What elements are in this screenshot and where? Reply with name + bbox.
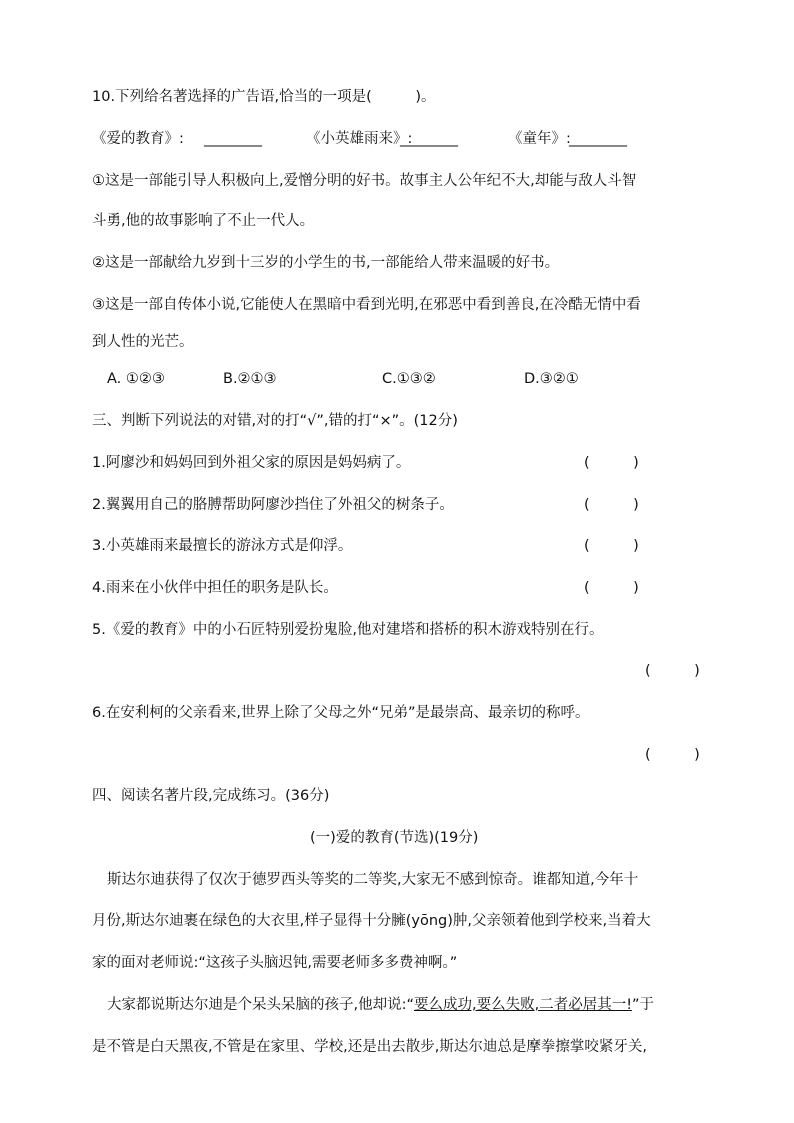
- judge-paren-5[interactable]: ( ): [645, 663, 700, 679]
- section-4-title: 四、阅读名著片段,完成练习。(36分): [92, 788, 330, 804]
- q10-statement-1-line-2: 斗勇,他的故事影响了不止一代人。: [92, 213, 315, 229]
- judge-item-4: 4.雨来在小伙伴中担任的职务是队长。: [92, 580, 338, 596]
- judge-item-6: 6.在安利柯的父亲看来,世界上除了父母之外“兄弟”是最崇高、最亲切的称呼。: [92, 705, 590, 721]
- passage-p1-line-1: 斯达尔迪获得了仅次于德罗西头等奖的二等奖,大家无不感到惊奇。谁都知道,今年十: [107, 872, 639, 888]
- answer-blank-3[interactable]: ________: [569, 131, 627, 147]
- passage-p1-line-2: 月份,斯达尔迪裹在绿色的大衣里,样子显得十分臃(yōng)肿,父亲领着他到学校来,当着大: [92, 913, 651, 929]
- judge-item-1: 1.阿廖沙和妈妈回到外祖父家的原因是妈妈病了。: [92, 455, 411, 471]
- underlined-quote: 要么成功,要么失败,二者必居其一!: [414, 997, 633, 1013]
- passage-p1-line-3: 家的面对老师说:“这孩子头脑迟钝,需要老师多多费神啊。”: [92, 955, 458, 971]
- judge-item-5: 5.《爱的教育》中的小石匠特别爱扮鬼脸,他对建塔和搭桥的积木游戏特别在行。: [92, 622, 604, 638]
- answer-blank-1[interactable]: ________: [204, 131, 262, 147]
- judge-paren-1[interactable]: ( ): [584, 455, 639, 471]
- passage-p2-text-b: ”于: [632, 997, 655, 1013]
- q10-statement-3-line-2: 到人性的光芒。: [92, 334, 194, 350]
- passage-p2-line-1: [107, 995, 654, 1015]
- option-a[interactable]: A. ①②③: [107, 371, 165, 387]
- judge-item-3: 3.小英雄雨来最擅长的游泳方式是仰浮。: [92, 538, 353, 554]
- book-label-love-education: 《爱的教育》:: [92, 131, 184, 147]
- judge-paren-3[interactable]: ( ): [584, 538, 639, 554]
- judge-paren-2[interactable]: ( ): [584, 497, 639, 513]
- judge-paren-6[interactable]: ( ): [645, 747, 700, 763]
- q10-statement-3-line-1: ③这是一部自传体小说,它能使人在黑暗中看到光明,在邪恶中看到善良,在冷酷无情中看: [92, 297, 641, 313]
- book-label-little-hero: 《小英雄雨来》:: [306, 131, 413, 147]
- option-b[interactable]: B.②①③: [223, 371, 277, 387]
- passage-subtitle: (一)爱的教育(节选)(19分): [310, 830, 479, 846]
- option-c[interactable]: C.①③②: [382, 371, 436, 387]
- book-label-childhood: 《童年》:: [508, 131, 571, 147]
- q10-statement-2: ②这是一部献给九岁到十三岁的小学生的书,一部能给人带来温暖的好书。: [92, 255, 560, 271]
- q10-stem: 10.下列给名著选择的广告语,恰当的一项是( )。: [92, 89, 436, 105]
- judge-item-2: 2.翼翼用自己的胳膊帮助阿廖沙挡住了外祖父的树条子。: [92, 497, 454, 513]
- section-3-title: 三、判断下列说法的对错,对的打“√”,错的打“×”。(12分): [92, 413, 458, 429]
- judge-paren-4[interactable]: ( ): [584, 580, 639, 596]
- passage-p2-line-2: 是不管是白天黑夜,不管是在家里、学校,还是出去散步,斯达尔迪总是摩拳擦掌咬紧牙关,: [92, 1039, 647, 1055]
- option-d[interactable]: D.③②①: [524, 371, 579, 387]
- answer-blank-2[interactable]: ________: [400, 131, 458, 147]
- q10-statement-1-line-1: ①这是一部能引导人积极向上,爱憎分明的好书。故事主人公年纪不大,却能与敌人斗智: [92, 173, 637, 189]
- passage-p2-text-a: 大家都说斯达尔迪是个呆头呆脑的孩子,他却说:“: [107, 997, 415, 1013]
